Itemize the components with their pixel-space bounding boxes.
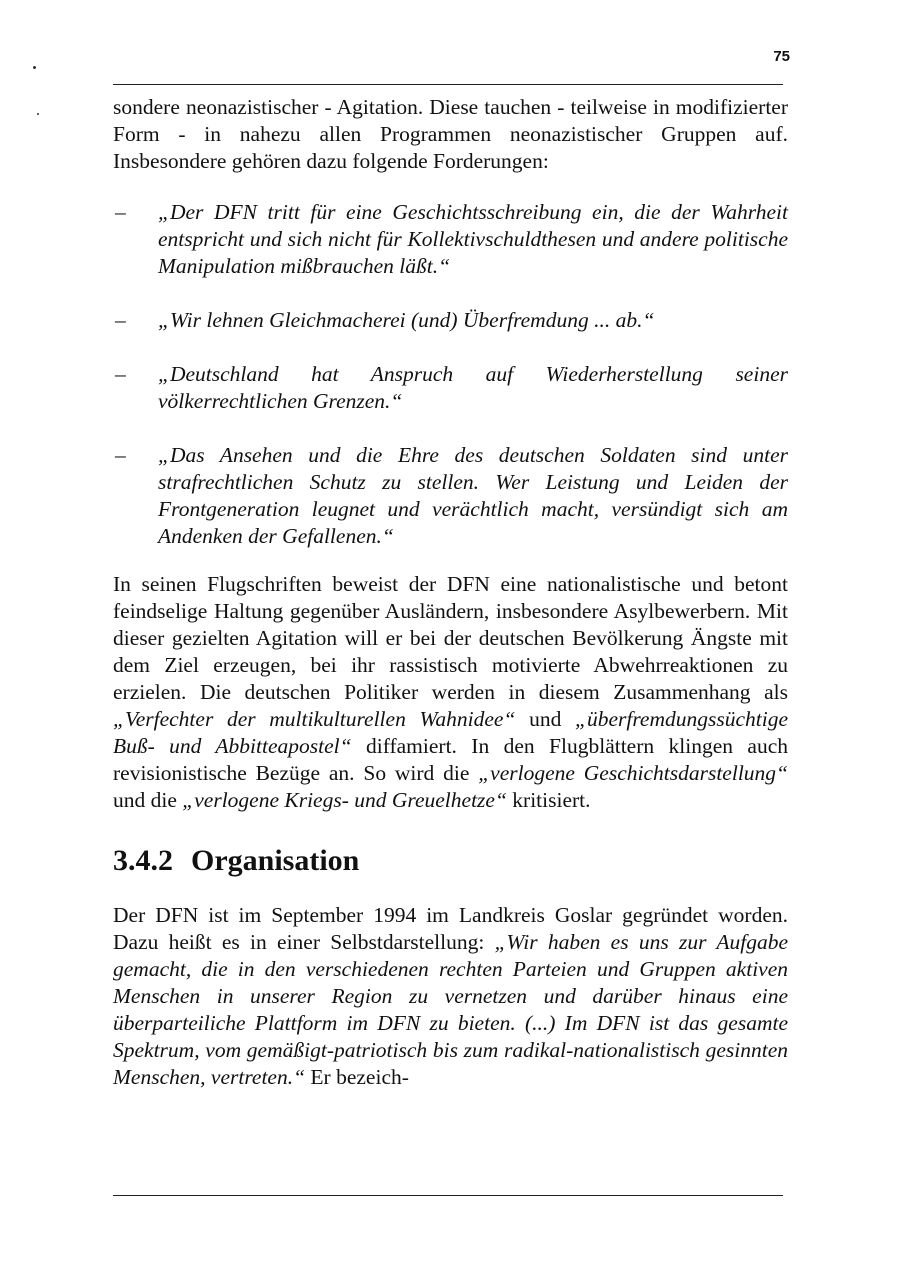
dash-bullet: – xyxy=(115,362,126,386)
text-run: diffamiert. In den Flugblättern klingen auch revisionistische Bezüge an. So wird die xyxy=(113,734,788,785)
text-run: kritisiert. xyxy=(506,788,591,812)
flugschriften-paragraph xyxy=(113,571,788,814)
quote-text: „Der DFN tritt für eine Geschichtsschreibung ein, die der Wahrheit entspricht und sich nicht für Kollektivschuldthesen und andere politische Manipulation mißbrauchen läßt.“ xyxy=(158,200,788,278)
dash-bullet: – xyxy=(115,443,126,467)
footer-rule xyxy=(113,1195,783,1196)
demands-list xyxy=(113,199,788,550)
list-item xyxy=(113,307,788,334)
list-item xyxy=(113,361,788,415)
scan-speck xyxy=(33,66,36,69)
quote-text: „Deutschland hat Anspruch auf Wiederherstellung seiner völkerrechtlichen Grenzen.“ xyxy=(158,362,788,413)
quote-text: „Wir lehnen Gleichmacherei (und) Überfremdung ... ab.“ xyxy=(158,308,655,332)
dash-bullet: – xyxy=(115,200,126,224)
section-heading xyxy=(113,844,788,878)
inline-quote: „Verfechter der multikulturellen Wahnidee“ xyxy=(113,707,516,731)
inline-quote: „überfremdungssüchtige Buß- und Abbitteapostel“ xyxy=(113,707,788,758)
text-run: und die xyxy=(113,788,183,812)
dash-bullet: – xyxy=(115,308,126,332)
inline-quote: „verlogene Kriegs- und Greuelhetze“ xyxy=(182,788,507,812)
scan-speck xyxy=(37,113,39,115)
inline-quote: „verlogene Geschichtsdarstellung“ xyxy=(478,761,788,785)
page-number: 75 xyxy=(773,48,790,65)
text-run: Er bezeich- xyxy=(305,1065,409,1089)
text-run: und xyxy=(515,707,575,731)
organisation-paragraph xyxy=(113,902,788,1091)
inline-quote: „Wir haben es uns zur Aufgabe gemacht, die in den verschiedenen rechten Parteien und Gruppen aktiven Menschen in unserer Region zu vernetzen und darüber hinaus eine überparteiliche Plattform im DFN zu bieten. (...) Im DFN ist das gesamte Spektrum, vom gemäßigt-patriotisch bis zum radikal-nationalistisch gesinnten Menschen, vertreten.“ xyxy=(113,930,788,1089)
quote-text: „Das Ansehen und die Ehre des deutschen Soldaten sind unter strafrechtlichen Schutz zu stellen. Wer Leistung und Leiden der Frontgeneration leugnet und verächtlich macht, versündigt sich am Andenken der Gefallenen.“ xyxy=(158,443,788,548)
header-rule xyxy=(113,84,783,85)
text-run: Der DFN ist im September 1994 im Landkreis Goslar gegründet worden. Dazu heißt es in einer Selbstdarstellung: xyxy=(113,903,788,954)
section-number: 3.4.2 xyxy=(113,844,173,877)
text-run: In seinen Flugschriften beweist der DFN eine nationalistische und betont feindselige Haltung gegenüber Ausländern, insbesondere Asylbewerbern. Mit dieser gezielten Agitation will er bei der deutschen Bevölkerung Ängste mit dem Ziel erzeugen, bei ihr rassistisch motivierte Abwehrreaktionen zu erzielen. Die deutschen Politiker werden in diesem Zusammenhang als xyxy=(113,572,788,704)
intro-paragraph: sondere neonazistischer - Agitation. Diese tauchen - teilweise in modifizierter Form - in nahezu allen Programmen neonazistischer Gruppen auf. Insbesondere gehören dazu folgende Forderungen: xyxy=(113,95,788,173)
page-body xyxy=(113,94,788,1091)
list-item xyxy=(113,199,788,280)
section-title: Organisation xyxy=(191,844,360,877)
list-item xyxy=(113,442,788,550)
